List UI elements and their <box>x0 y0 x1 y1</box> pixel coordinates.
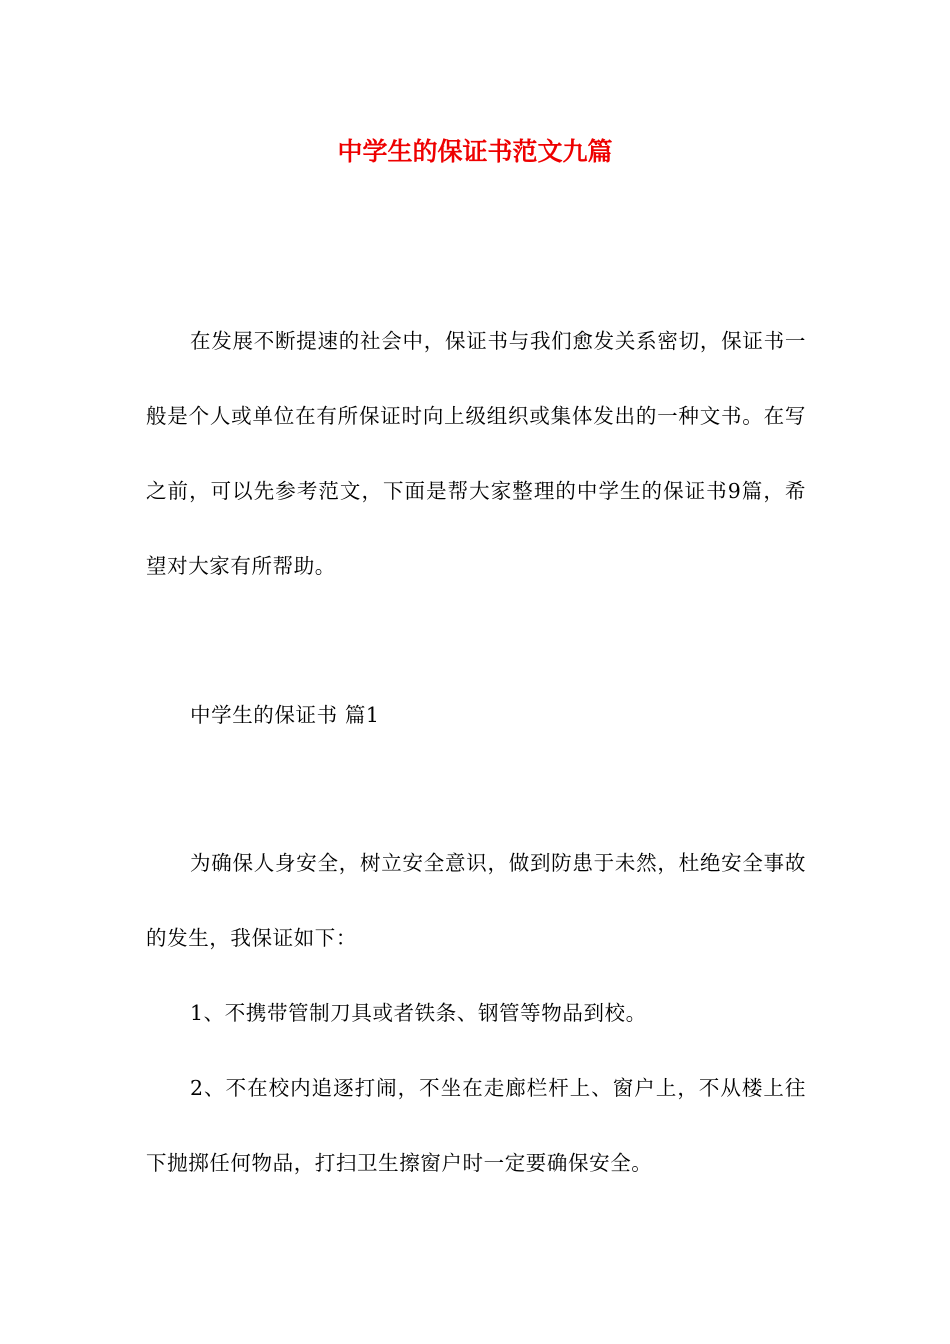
body-paragraph-3: 2、不在校内追逐打闹，不坐在走廊栏杆上、窗户上，不从楼上往下抛掷任何物品，打扫卫生擦窗户时一定要确保安全。 <box>146 1076 806 1175</box>
body-paragraph-2: 1、不携带管制刀具或者铁条、钢管等物品到校。 <box>190 1001 647 1025</box>
document-title: 中学生的保证书范文九篇 <box>337 137 613 166</box>
intro-paragraph: 在发展不断提速的社会中，保证书与我们愈发关系密切，保证书一般是个人或单位在有所保证时向上级组织或集体发出的一种文书。在写之前，可以先参考范文，下面是帮大家整理的中学生的保证书9篇，希望对大家有所帮助。 <box>146 329 806 578</box>
body-paragraph-1: 为确保人身安全，树立安全意识，做到防患于未然，杜绝安全事故的发生，我保证如下： <box>146 851 806 950</box>
section-heading: 中学生的保证书 篇1 <box>190 703 380 727</box>
